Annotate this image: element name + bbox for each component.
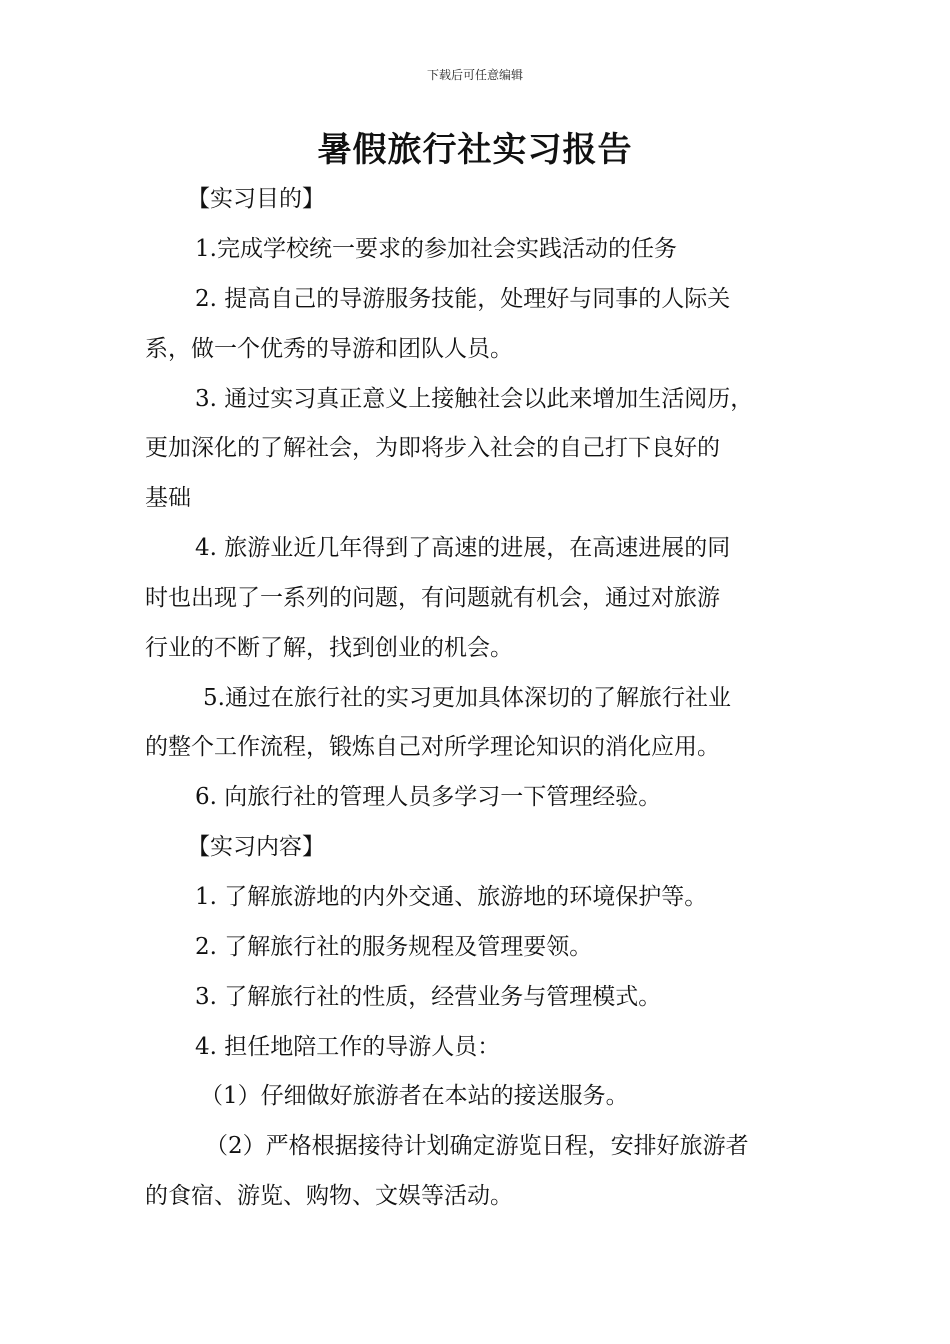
paragraph-line: 4. 旅游业近几年得到了高速的进展，在高速进展的同 (195, 535, 731, 561)
section-heading-content: 【实习内容】 (187, 834, 325, 860)
paragraph-line: （2）严格根据接待计划确定游览日程，安排好旅游者 (205, 1133, 749, 1159)
paragraph-line: 2. 了解旅行社的服务规程及管理要领。 (195, 934, 593, 960)
paragraph-line: 行业的不断了解，找到创业的机会。 (145, 635, 513, 661)
header-note: 下载后可任意编辑 (426, 68, 523, 82)
paragraph-line: 1.完成学校统一要求的参加社会实践活动的任务 (195, 236, 677, 262)
paragraph-line: 3. 通过实习真正意义上接触社会以此来增加生活阅历， (195, 386, 754, 412)
paragraph-line: （1）仔细做好旅游者在本站的接送服务。 (200, 1083, 629, 1109)
paragraph-line: 的整个工作流程，锻炼自己对所学理论知识的消化应用。 (145, 734, 720, 760)
paragraph-line: 更加深化的了解社会，为即将步入社会的自己打下良好的 (145, 435, 720, 461)
paragraph-line: 2. 提高自己的导游服务技能，处理好与同事的人际关 (195, 286, 731, 312)
paragraph-line: 基础 (145, 485, 191, 511)
paragraph-line: 1. 了解旅游地的内外交通、旅游地的环境保护等。 (195, 884, 708, 910)
paragraph-line: 6. 向旅行社的管理人员多学习一下管理经验。 (195, 784, 662, 810)
paragraph-line: 系，做一个优秀的导游和团队人员。 (145, 336, 513, 362)
paragraph-line: 3. 了解旅行社的性质，经营业务与管理模式。 (195, 984, 662, 1010)
paragraph-line: 的食宿、游览、购物、文娱等活动。 (145, 1183, 513, 1209)
paragraph-line: 时也出现了一系列的问题，有问题就有机会，通过对旅游 (145, 585, 720, 611)
paragraph-line: 5.通过在旅行社的实习更加具体深切的了解旅行社业 (203, 685, 731, 711)
document-title: 暑假旅行社实习报告 (317, 130, 633, 170)
section-heading-purpose: 【实习目的】 (187, 186, 325, 212)
paragraph-line: 4. 担任地陪工作的导游人员： (195, 1034, 501, 1060)
